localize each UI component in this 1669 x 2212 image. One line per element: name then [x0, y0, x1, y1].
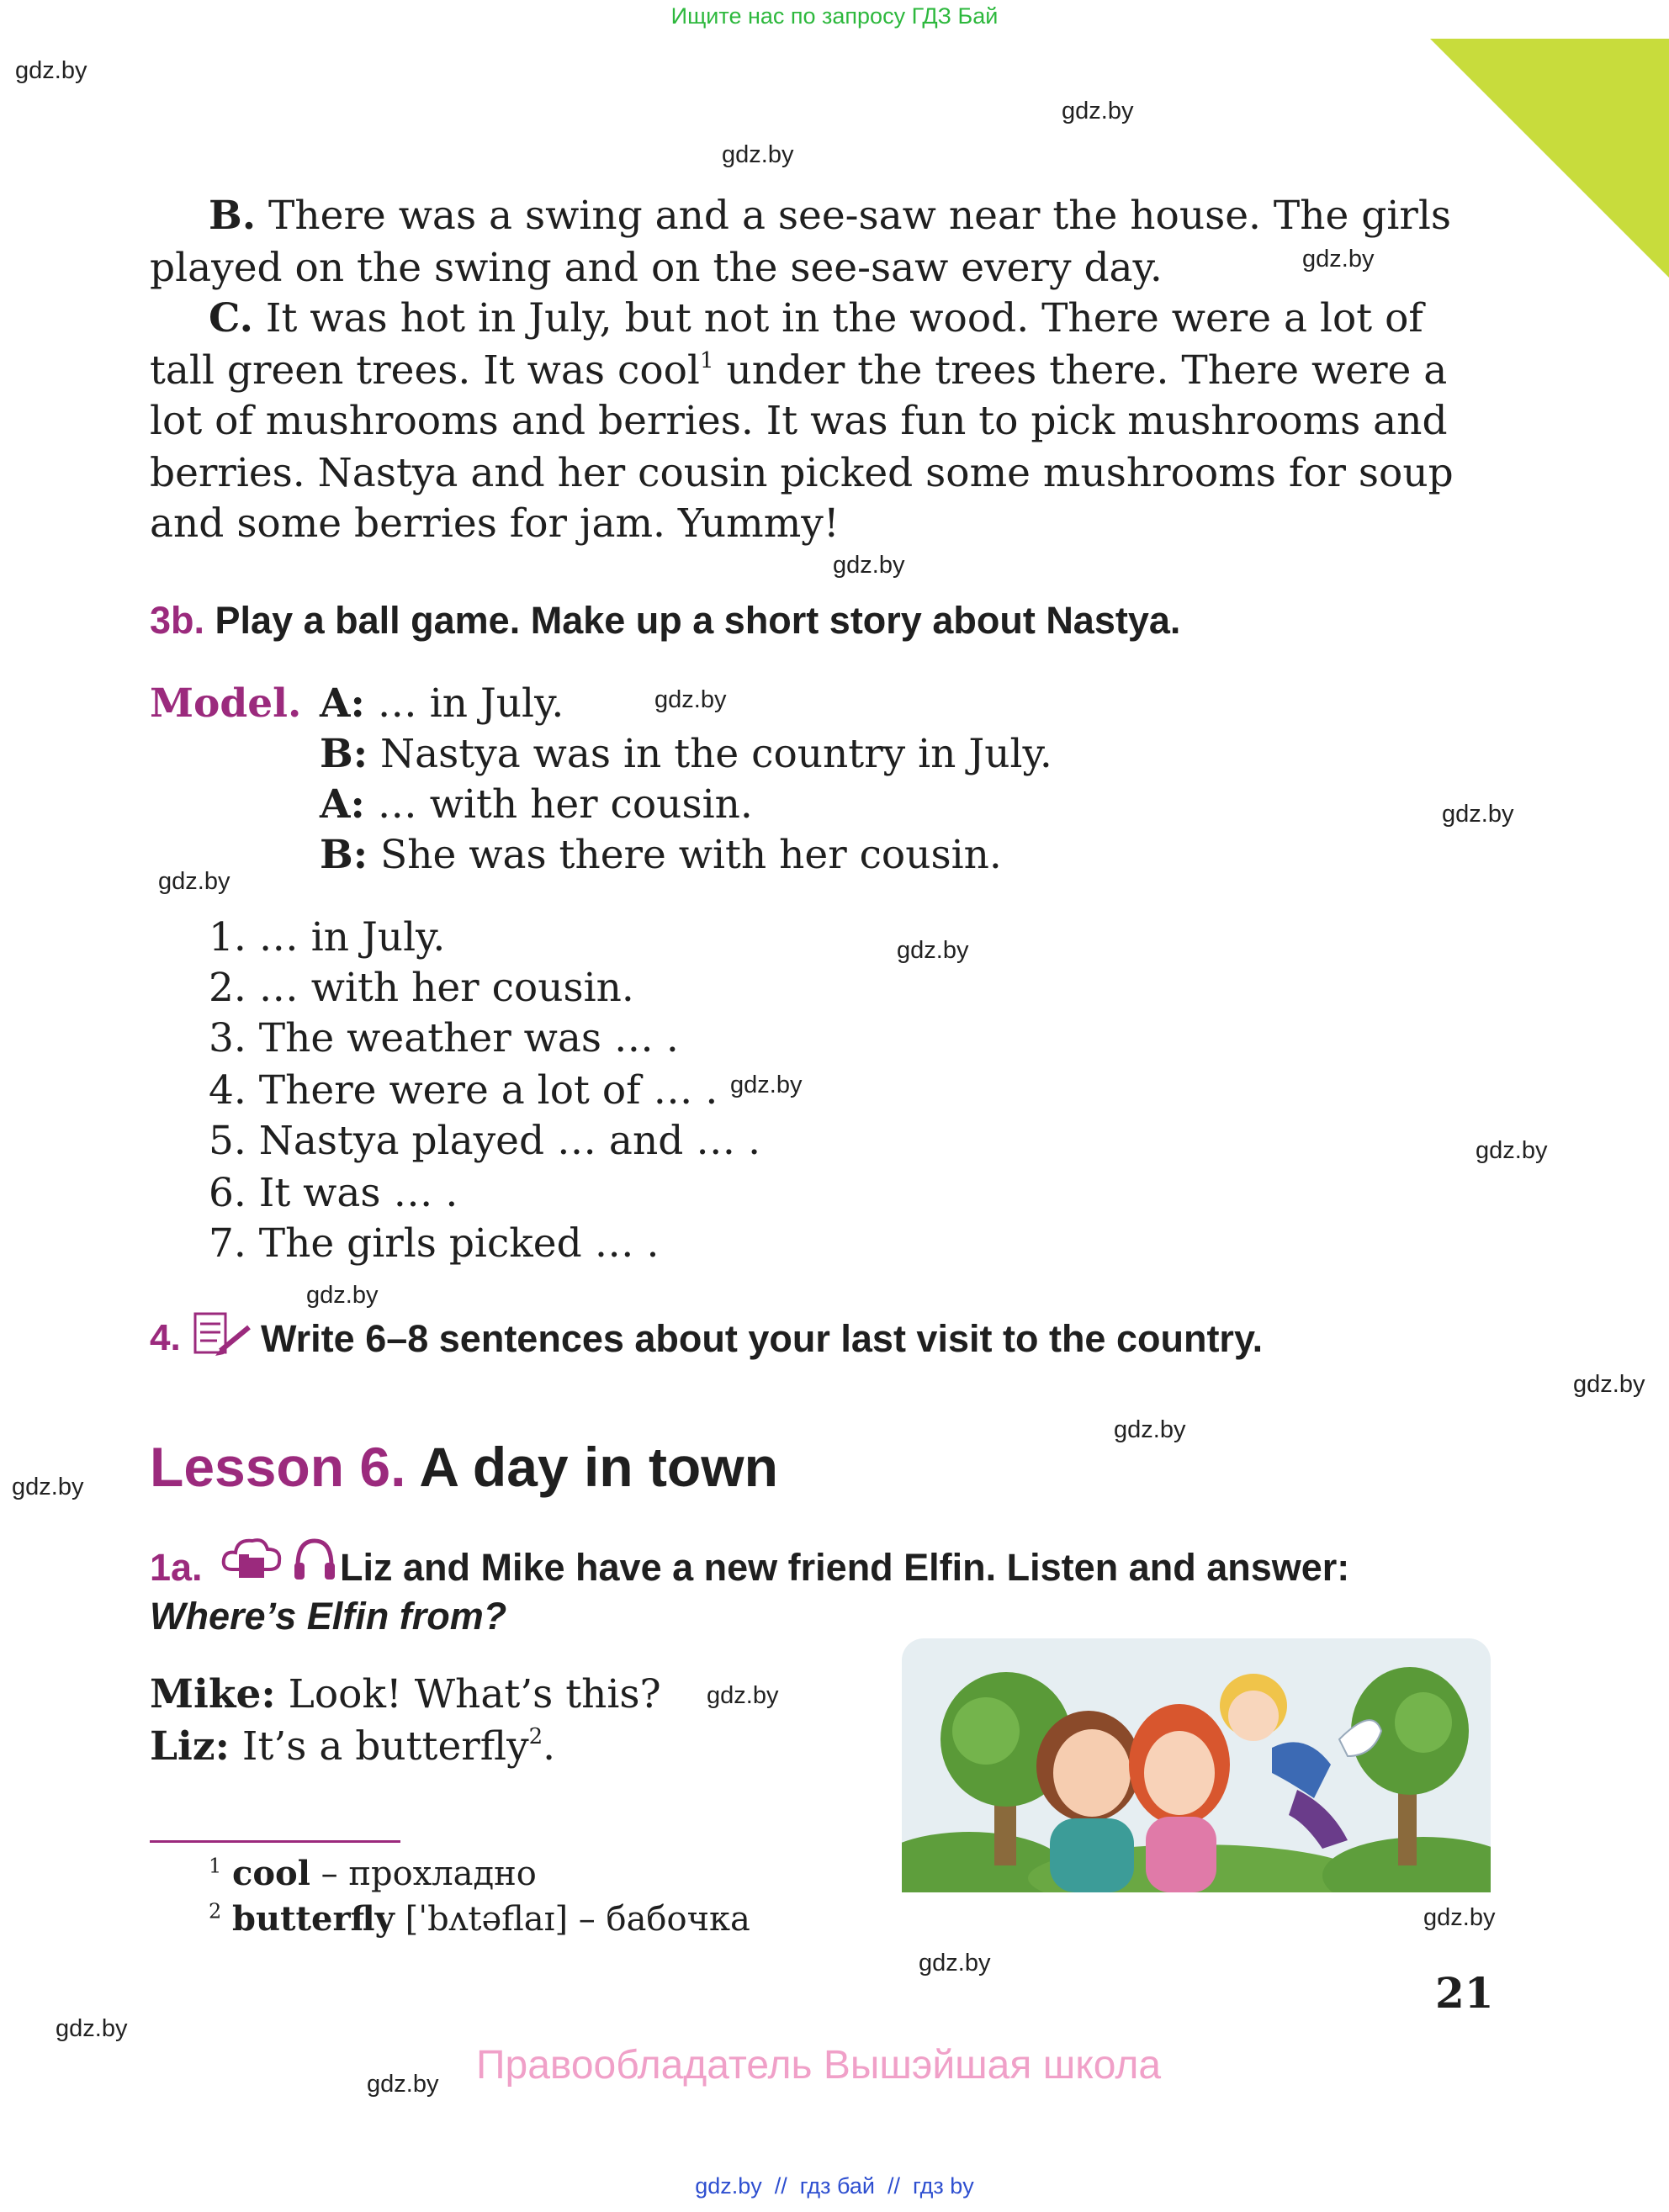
watermark: gdz.by: [897, 937, 969, 964]
text: There was a swing and a see-saw near the house. The girls: [256, 193, 1452, 239]
exercise-item: 7. The girls picked … .: [209, 1220, 660, 1267]
bottom-links[interactable]: gdz.by // гдз бай // гдз by: [695, 2173, 974, 2199]
watermark: gdz.by: [919, 1950, 991, 1977]
watermark: gdz.by: [1302, 246, 1375, 273]
model-line: [320, 678, 564, 729]
corner-decoration: [1430, 39, 1669, 278]
task-3b: [150, 599, 1180, 643]
cloud-folder-icon: [220, 1532, 284, 1585]
exercise-item: 3. The weather was … .: [209, 1015, 679, 1061]
watermark: gdz.by: [1573, 1371, 1645, 1398]
footnote-ref[interactable]: 1: [699, 348, 714, 373]
footnote-translation: – прохладно: [310, 1855, 537, 1893]
line-text: … in July.: [364, 680, 564, 727]
model-line: [320, 779, 753, 830]
footnote-divider: [150, 1840, 400, 1843]
footnote-word: cool: [232, 1854, 310, 1893]
task-1a-question: Where’s Elfin from?: [150, 1595, 507, 1638]
task-text: Play a ball game. Make up a short story about Nastya.: [204, 599, 1181, 642]
task-number: 4.: [150, 1317, 181, 1358]
exercise-item: 6. It was … .: [209, 1170, 458, 1216]
lesson-title: A day in town: [405, 1436, 778, 1498]
watermark: gdz.by: [306, 1282, 379, 1309]
line-text: Look! What’s this?: [275, 1671, 661, 1717]
lesson-number: Lesson 6.: [150, 1436, 406, 1498]
paragraph-c-line1: [209, 293, 1423, 344]
line-text: She was there with her cousin.: [368, 832, 1002, 878]
footnote-ref[interactable]: 2: [528, 1724, 543, 1749]
watermark: gdz.by: [722, 141, 794, 168]
task-4-text: Write 6–8 sentences about your last visit to the country.: [261, 1317, 1264, 1360]
speaker: Mike:: [150, 1671, 276, 1717]
watermark: gdz.by: [654, 686, 727, 713]
dialogue-line: [150, 1721, 555, 1772]
watermark: gdz.by: [15, 57, 87, 84]
line-text: … with her cousin.: [364, 781, 753, 828]
line-text: Nastya was in the country in July.: [368, 731, 1052, 777]
watermark: gdz.by: [1442, 801, 1514, 828]
illustration-children-and-elfin: [902, 1638, 1491, 1892]
task-1a-text: Liz and Mike have a new friend Elfin. Listen and answer:: [340, 1546, 1350, 1589]
text: It was hot in July, but not in the wood. There were a lot of: [252, 295, 1423, 341]
footnote: [209, 1899, 750, 1939]
watermark: gdz.by: [12, 1474, 84, 1500]
line-text: It’s a butterfly: [229, 1723, 529, 1770]
footnote-word: butterfly: [232, 1899, 395, 1939]
copyright-notice: Правообладатель Вышэйшая школа: [476, 2043, 1162, 2088]
speaker: A:: [320, 781, 365, 828]
footnote-number: 1: [209, 1854, 222, 1878]
line-text: .: [543, 1723, 556, 1770]
model-line: [320, 728, 1052, 780]
speaker: A:: [320, 680, 365, 727]
paragraph-c-line4: berries. Nastya and her cousin picked some mushrooms for soup: [150, 450, 1454, 496]
exercise-item: 4. There were a lot of … .: [209, 1067, 718, 1114]
watermark: gdz.by: [833, 552, 905, 579]
headphones-icon: [291, 1536, 338, 1585]
writing-icon: [192, 1309, 254, 1359]
speaker: B:: [320, 731, 368, 777]
exercise-item: 1. … in July.: [209, 914, 446, 960]
task-number: 3b.: [150, 599, 205, 642]
watermark: gdz.by: [1114, 1416, 1186, 1443]
speaker: Liz:: [150, 1723, 230, 1770]
dialogue-line: [150, 1669, 661, 1720]
paragraph-c-line3: lot of mushrooms and berries. It was fun to pick mushrooms and: [150, 398, 1448, 444]
page-number: 21: [1435, 1968, 1494, 2018]
task-number: 1a.: [150, 1546, 203, 1589]
exercise-item: 2. … with her cousin.: [209, 965, 634, 1011]
watermark: gdz.by: [56, 2015, 128, 2042]
model-label: Model.: [150, 680, 302, 727]
watermark: gdz.by: [158, 868, 230, 895]
paragraph-b-line2: played on the swing and on the see-saw every day.: [150, 245, 1163, 291]
watermark: gdz.by: [1423, 1904, 1496, 1931]
footnote-number: 2: [209, 1899, 222, 1924]
text: tall green trees. It was cool: [150, 347, 700, 394]
paragraph-letter: B.: [209, 193, 257, 239]
paragraph-b-line1: [209, 190, 1451, 241]
paragraph-letter: C.: [209, 295, 253, 341]
lesson-heading: [150, 1435, 778, 1499]
watermark: gdz.by: [707, 1682, 779, 1709]
watermark: gdz.by: [367, 2071, 439, 2098]
paragraph-c-line5: and some berries for jam. Yummy!: [150, 500, 840, 547]
watermark: gdz.by: [730, 1072, 803, 1098]
footnote: [209, 1854, 537, 1893]
footnote-translation: [ˈbʌtəflaɪ] – бабочка: [394, 1900, 750, 1939]
top-banner[interactable]: Ищите нас по запросу ГДЗ Бай: [670, 3, 999, 29]
paragraph-c-line2: [150, 345, 1447, 396]
watermark: gdz.by: [1476, 1137, 1548, 1164]
watermark: gdz.by: [1062, 98, 1134, 124]
exercise-item: 5. Nastya played … and … .: [209, 1118, 761, 1164]
speaker: B:: [320, 832, 368, 878]
model-line: [320, 829, 1002, 881]
text: under the trees there. There were a: [713, 347, 1448, 394]
